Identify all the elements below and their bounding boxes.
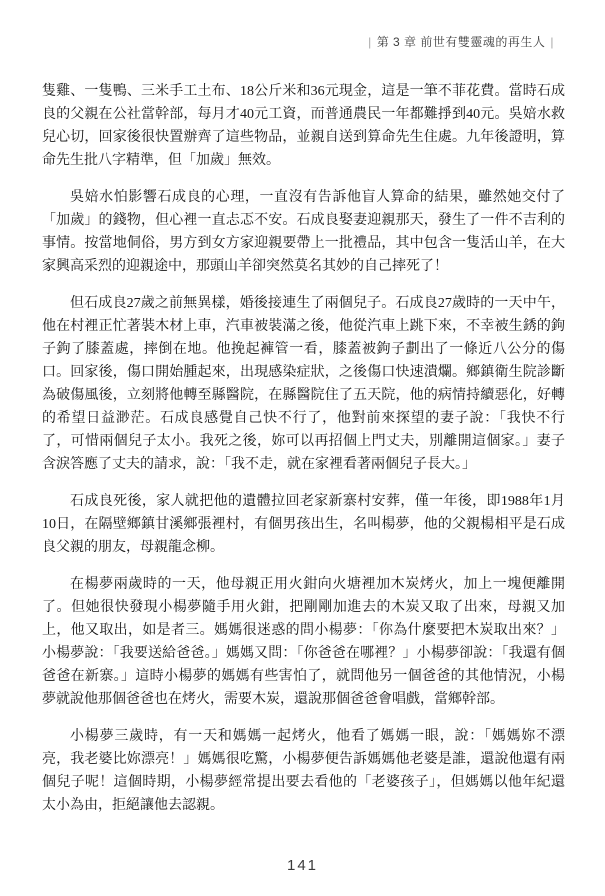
page-body — [42, 80, 565, 831]
body-paragraph: 在楊夢兩歲時的一天，他母親正用火鉗向火塘裡加木炭烤火，加上一塊便離開了。但她很快發現小楊夢隨手用火鉗，把剛剛加進去的木炭又取了出來，母親又加上，他又取出，如是者三。媽媽很迷惑的問小楊夢：「你為什麼要把木炭取出來？」小楊夢說：「我要送給爸爸。」媽媽又問：「你爸爸在哪裡？」小楊夢卻說：「我還有個爸爸在新寨。」這時小楊夢的媽媽有些害怕了，就問他另一個爸爸的其他情況，小楊夢就說他那個爸爸也在烤火，需要木炭，還說那個爸爸會唱戲，當鄉幹部。 — [42, 577, 565, 707]
header-left-bar: | — [368, 35, 372, 49]
page-number: 141 — [286, 857, 319, 874]
body-paragraph: 小楊夢三歲時，有一天和媽媽一起烤火，他看了媽媽一眼，說：「媽媽妳不漂亮，我老婆比妳漂亮！」媽媽很吃驚，小楊夢便告訴媽媽他老婆是誰，還說他還有兩個兒子呢！這個時期，小楊夢經常提出要去看他的「老婆孩子」，但媽媽以他年紀還太小為由，拒絕讓他去認親。 — [42, 729, 565, 813]
chapter-title: 第 3 章 前世有雙靈魂的再生人 — [376, 35, 546, 49]
body-paragraph: 石成良死後，家人就把他的遺體拉回老家新寨村安葬，僅一年後，即1988年1月10日，在隔壁鄉鎮甘溪鄉張裡村，有個男孩出生，名叫楊夢，他的父親楊相平是石成良父親的朋友，母親龍念柳。 — [42, 494, 565, 555]
body-paragraph: 但石成良27歲之前無異樣，婚後接連生了兩個兒子。石成良27歲時的一天中午，他在村裡正忙著裝木材上車，汽車被裝滿之後，他從汽車上跳下來，不幸被生銹的鉤子鉤了膝蓋處，摔倒在地。他挽起褲管一看，膝蓋被鉤子劃出了一條近八公分的傷口。回家後，傷口開始腫起來，出現感染症狀，之後傷口快速潰爛。鄉鎮衛生院診斷為破傷風後，立刻將他轉至縣醫院，在縣醫院住了五天院，他的病情持續惡化，好轉的希望日益渺茫。石成良感覺自己快不行了，他對前來探望的妻子說：「我快不行了，可惜兩個兒子太小。我死之後，妳可以再招個上門丈夫，別離開這個家。」妻子含淚答應了丈夫的請求，說：「我不走，就在家裡看著兩個兒子長大。」 — [42, 296, 565, 472]
body-paragraph: 隻雞、一隻鴨、三米手工土布、18公斤米和36元現金，這是一筆不菲花費。當時石成良的父親在公社當幹部，每月才40元工資，而普通農民一年都難掙到40元。吳婄水救兒心切，回家後很快置辦齊了這些物品，並親自送到算命先生住處。九年後證明，算命先生批八字精準，但「加歲」無效。 — [42, 84, 565, 168]
header-right-bar: | — [550, 35, 554, 49]
page-footer — [0, 857, 605, 874]
running-header — [0, 33, 559, 50]
body-paragraph: 吳婄水怕影響石成良的心理，一直沒有告訴他盲人算命的結果，雖然她交付了「加歲」的錢物，但心裡一直忐忑不安。石成良娶妻迎親那天，發生了一件不吉利的事情。按當地侗俗，男方到女方家迎親要帶上一批禮品，其中包含一隻活山羊，在大家興高采烈的迎親途中，那頭山羊卻突然莫名其妙的自己摔死了！ — [42, 190, 565, 274]
